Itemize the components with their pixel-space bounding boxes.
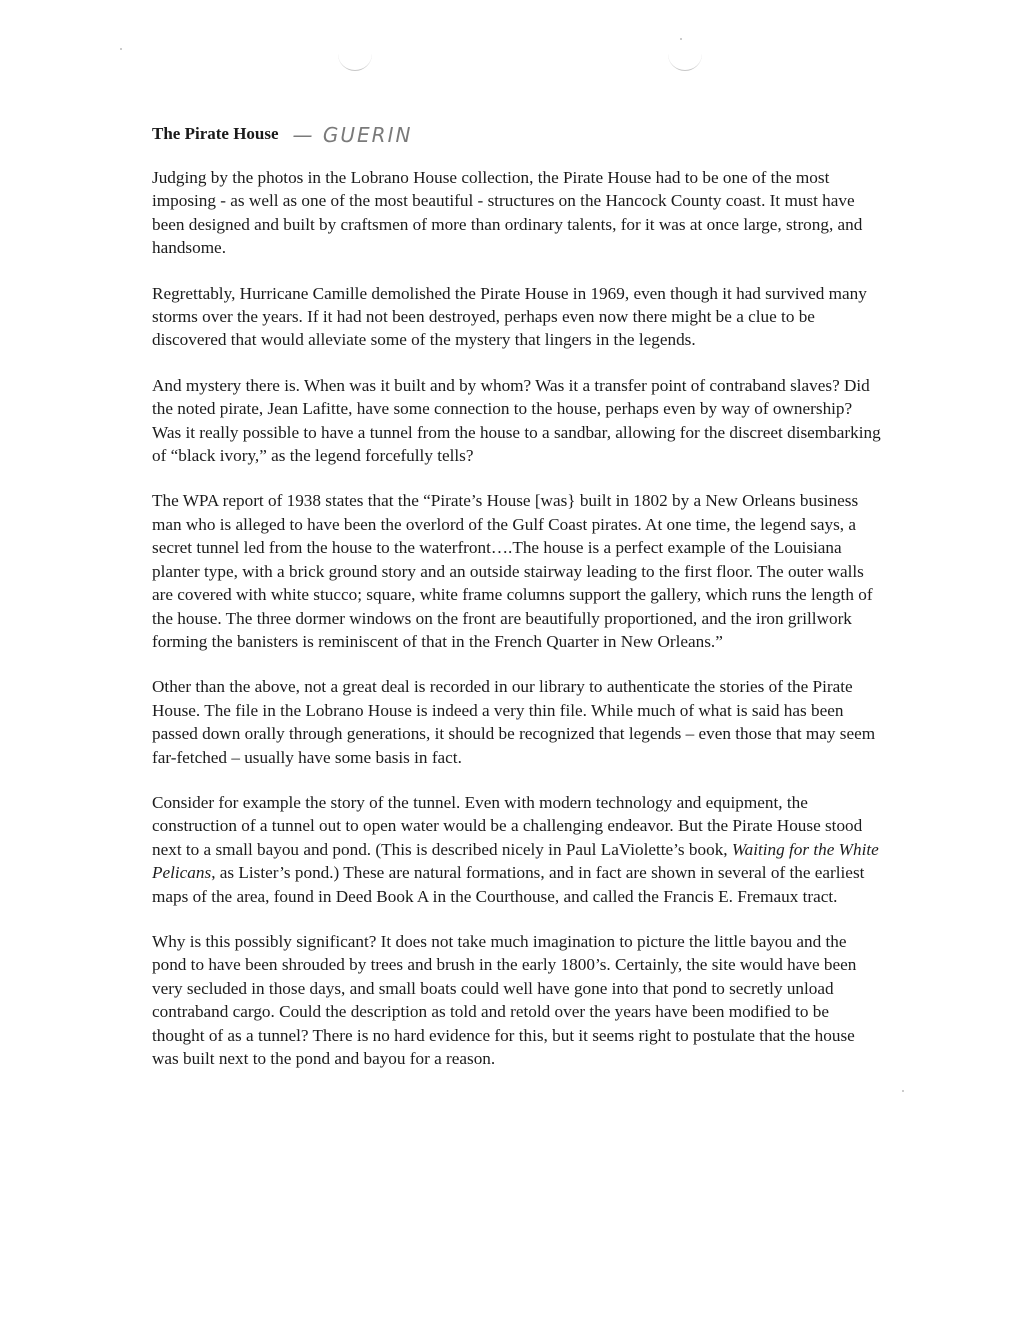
tunnel-paragraph <box>152 791 882 908</box>
document-title: The Pirate House <box>152 124 279 143</box>
document-body <box>152 166 882 1092</box>
paragraph: And mystery there is. When was it built and by whom? Was it a transfer point of contraband slaves? Did the noted pirate, Jean Lafitte, have some connection to the house, perhaps even by way of ownership? Was it really possible to have a tunnel from the house to a sandbar, allowing for the discreet disembarking of “black ivory,” as the legend forcefully tells? <box>152 375 881 466</box>
punch-hole-mark-right <box>668 52 702 71</box>
book-title: Waiting for the White Pelicans <box>152 839 879 883</box>
paragraph: Judging by the photos in the Lobrano House collection, the Pirate House had to be one of the most imposing - as well as one of the most beautiful - structures on the Hancock County coast. It must have been designed and built by craftsmen of more than ordinary talents, for it was at once large, strong, and handsome. <box>152 168 863 258</box>
punch-hole-mark-left <box>338 52 372 71</box>
paragraph: Regrettably, Hurricane Camille demolished the Pirate House in 1969, even though it had survived many storms over the years. If it had not been destroyed, perhaps even now there might be a clue to be discovered that would alleviate some of the mystery that lingers in the legends. <box>152 283 867 350</box>
title-row <box>152 120 413 147</box>
paragraph: The WPA report of 1938 states that the “Pirate’s House [was} built in 1802 by a New Orleans business man who is alleged to have been the overlord of the Gulf Coast pirates. At one time, the legend says, a secret tunnel led from the house to the waterfront….The house is a perfect example of the Louisiana planter type, with a brick ground story and an outside stairway leading to the first floor. The outer walls are covered with white stucco; square, white frame columns support the gallery, which runs the length of the house. The three dormer windows on the front are beautifully proportioned, and the iron grillwork forming the banisters is reminiscent of that in the French Quarter in New Orleans.” <box>152 491 873 651</box>
scan-speck <box>902 1090 904 1092</box>
handwritten-annotation: — GUERIN <box>292 123 413 147</box>
paragraph: Why is this possibly significant? It does not take much imagination to picture the little bayou and the pond to have been shrouded by trees and brush in the early 1800’s. Certainly, the site would have been very secluded in those days, and small boats could well have gone into that pond to secretly unload contraband cargo. Could the description as told and retold over the years have been modified to be thought of as a tunnel? There is no hard evidence for this, but it seems right to postulate that the house was built next to the pond and bayou for a reason. <box>152 931 857 1068</box>
scan-speck <box>120 48 122 50</box>
paragraph-text: Consider for example the story of the tunnel. Even with modern technology and equipment, the construction of a tunnel out to open water would be a challenging endeavor. But the Pirate House stood next to a small bayou and pond. (This is described nicely in Paul LaViolette’s book, <box>152 792 863 859</box>
paragraph: Other than the above, not a great deal is recorded in our library to authenticate the stories of the Pirate House. The file in the Lobrano House is indeed a very thin file. While much of what is said has been passed down orally through generations, it should be recognized that legends – even those that may seem far-fetched – usually have some basis in fact. <box>152 677 876 767</box>
paragraph-text: , as Lister’s pond.) These are natural formations, and in fact are shown in several of the earliest maps of the area, found in Deed Book A in the Courthouse, and called the Francis E. Fremaux tract. <box>152 863 865 906</box>
scan-speck <box>680 38 682 40</box>
